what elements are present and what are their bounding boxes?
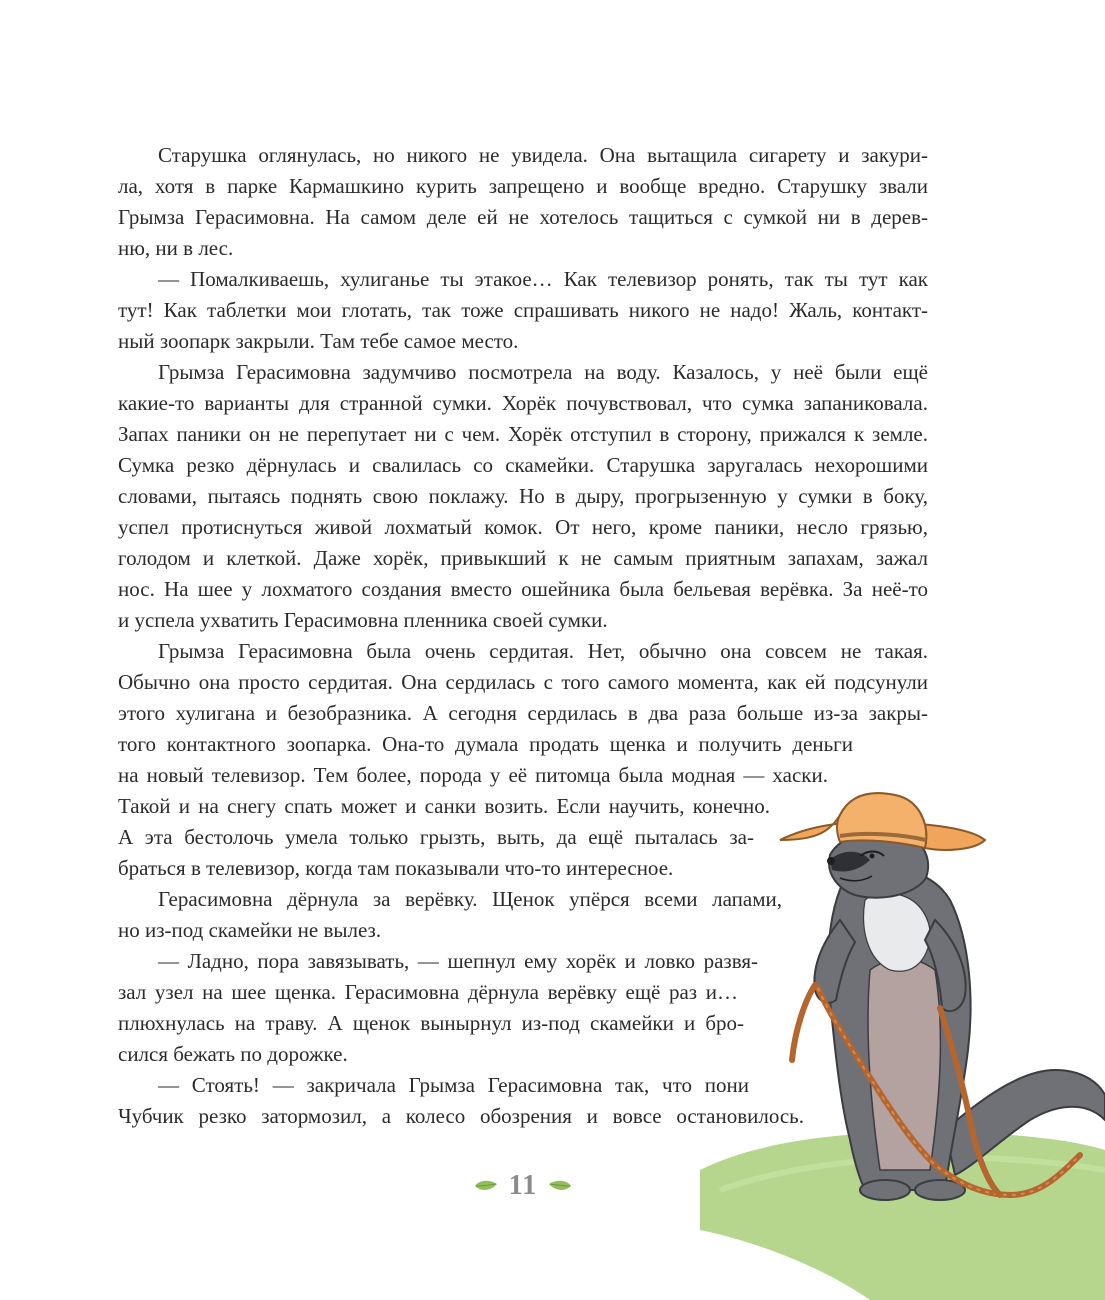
page-number-label: 11 <box>508 1170 538 1201</box>
text-line: словами, пытаясь поднять свою поклажу. Но в дыру, прогрызенную у сумки в боку, <box>118 484 928 508</box>
text-line: Запах паники он не перепутает ни с чем. Хорёк отступил в сторону, прижался к земле. <box>118 422 928 446</box>
leaf-icon <box>473 1178 499 1194</box>
text-line: Герасимовна дёрнула за верёвку. Щенок упёрся всеми лапами, <box>158 887 782 911</box>
ferret-belly <box>868 959 940 1170</box>
text-line: голодом и клеткой. Даже хорёк, привыкший к не самым приятным запахам, зажал <box>118 546 928 570</box>
text-line: зал узел на шее щенка. Герасимовна дёрнула верёвку ещё раз и… <box>118 980 738 1004</box>
ferret-illustration <box>700 770 1105 1300</box>
text-line: — Стоять! — закричала Грымза Герасимовна так, что пони <box>158 1073 749 1097</box>
text-line: и успела ухватить Герасимовна пленника своей сумки. <box>118 608 608 632</box>
text-line: успел протиснуться живой лохматый комок. От него, кроме паники, несло грязью, <box>118 515 928 539</box>
leaf-icon <box>547 1178 573 1194</box>
text-line: Старушка оглянулась, но никого не увидела. Она вытащила сигарету и закури- <box>158 143 928 167</box>
text-line: А эта бестолочь умела только грызть, выть, да ещё пыталась за- <box>118 825 754 849</box>
text-line: сился бежать по дорожке. <box>118 1042 348 1066</box>
text-line: тут! Как таблетки мои глотать, так тоже спрашивать никого не надо! Жаль, контакт- <box>118 298 928 322</box>
text-line: Обычно она просто сердитая. Она сердилась с того самого момента, как ей подсунули <box>118 670 928 694</box>
text-line: на новый телевизор. Тем более, порода у её питомца была модная — хаски. <box>118 763 828 787</box>
text-line: того контактного зоопарка. Она-то думала продать щенка и получить деньги <box>118 732 853 756</box>
text-line: этого хулигана и безобразника. А сегодня сердилась в два раза больше из-за закры- <box>118 701 928 725</box>
text-line: — Ладно, пора завязывать, — шепнул ему хорёк и ловко развя- <box>158 949 758 973</box>
text-line: Грымза Герасимовна была очень сердитая. Нет, обычно она совсем не такая. <box>158 639 928 663</box>
text-line: но из-под скамейки не вылез. <box>118 918 382 942</box>
text-line: браться в телевизор, когда там показывали что-то интересное. <box>118 856 674 880</box>
text-line: Чубчик резко затормозил, а колесо обозрения и вовсе остановилось. <box>118 1104 804 1128</box>
text-line: — Помалкиваешь, хулиганье ты этакое… Как телевизор ронять, так ты тут как <box>158 267 928 291</box>
text-line: ла, хотя в парке Кармашкино курить запрещено и вообще вредно. Старушку звали <box>118 174 928 198</box>
ferret-foot-left <box>860 1180 910 1200</box>
text-line: нос. На шее у лохматого создания вместо ошейника была бельевая верёвка. За неё-то <box>118 577 928 601</box>
text-line: ный зоопарк закрыли. Там тебе самое место. <box>118 329 519 353</box>
text-line: Грымза Герасимовна. На самом деле ей не хотелось тащиться с сумкой ни в дерев- <box>118 205 928 229</box>
text-line: Такой и на снегу спать может и санки возить. Если научить, конечно. <box>118 794 770 818</box>
page-number <box>462 1168 584 1204</box>
text-line: ню, ни в лес. <box>118 236 234 260</box>
text-line: Сумка резко дёрнулась и свалилась со скамейки. Старушка заругалась нехорошими <box>118 453 928 477</box>
text-line: какие-то варианты для странной сумки. Хорёк почувствовал, что сумка запаниковала. <box>118 391 928 415</box>
text-line: Грымза Герасимовна задумчиво посмотрела на воду. Казалось, у неё были ещё <box>158 360 928 384</box>
text-line: плюхнулась на траву. А щенок вынырнул из-под скамейки и бро- <box>118 1011 744 1035</box>
